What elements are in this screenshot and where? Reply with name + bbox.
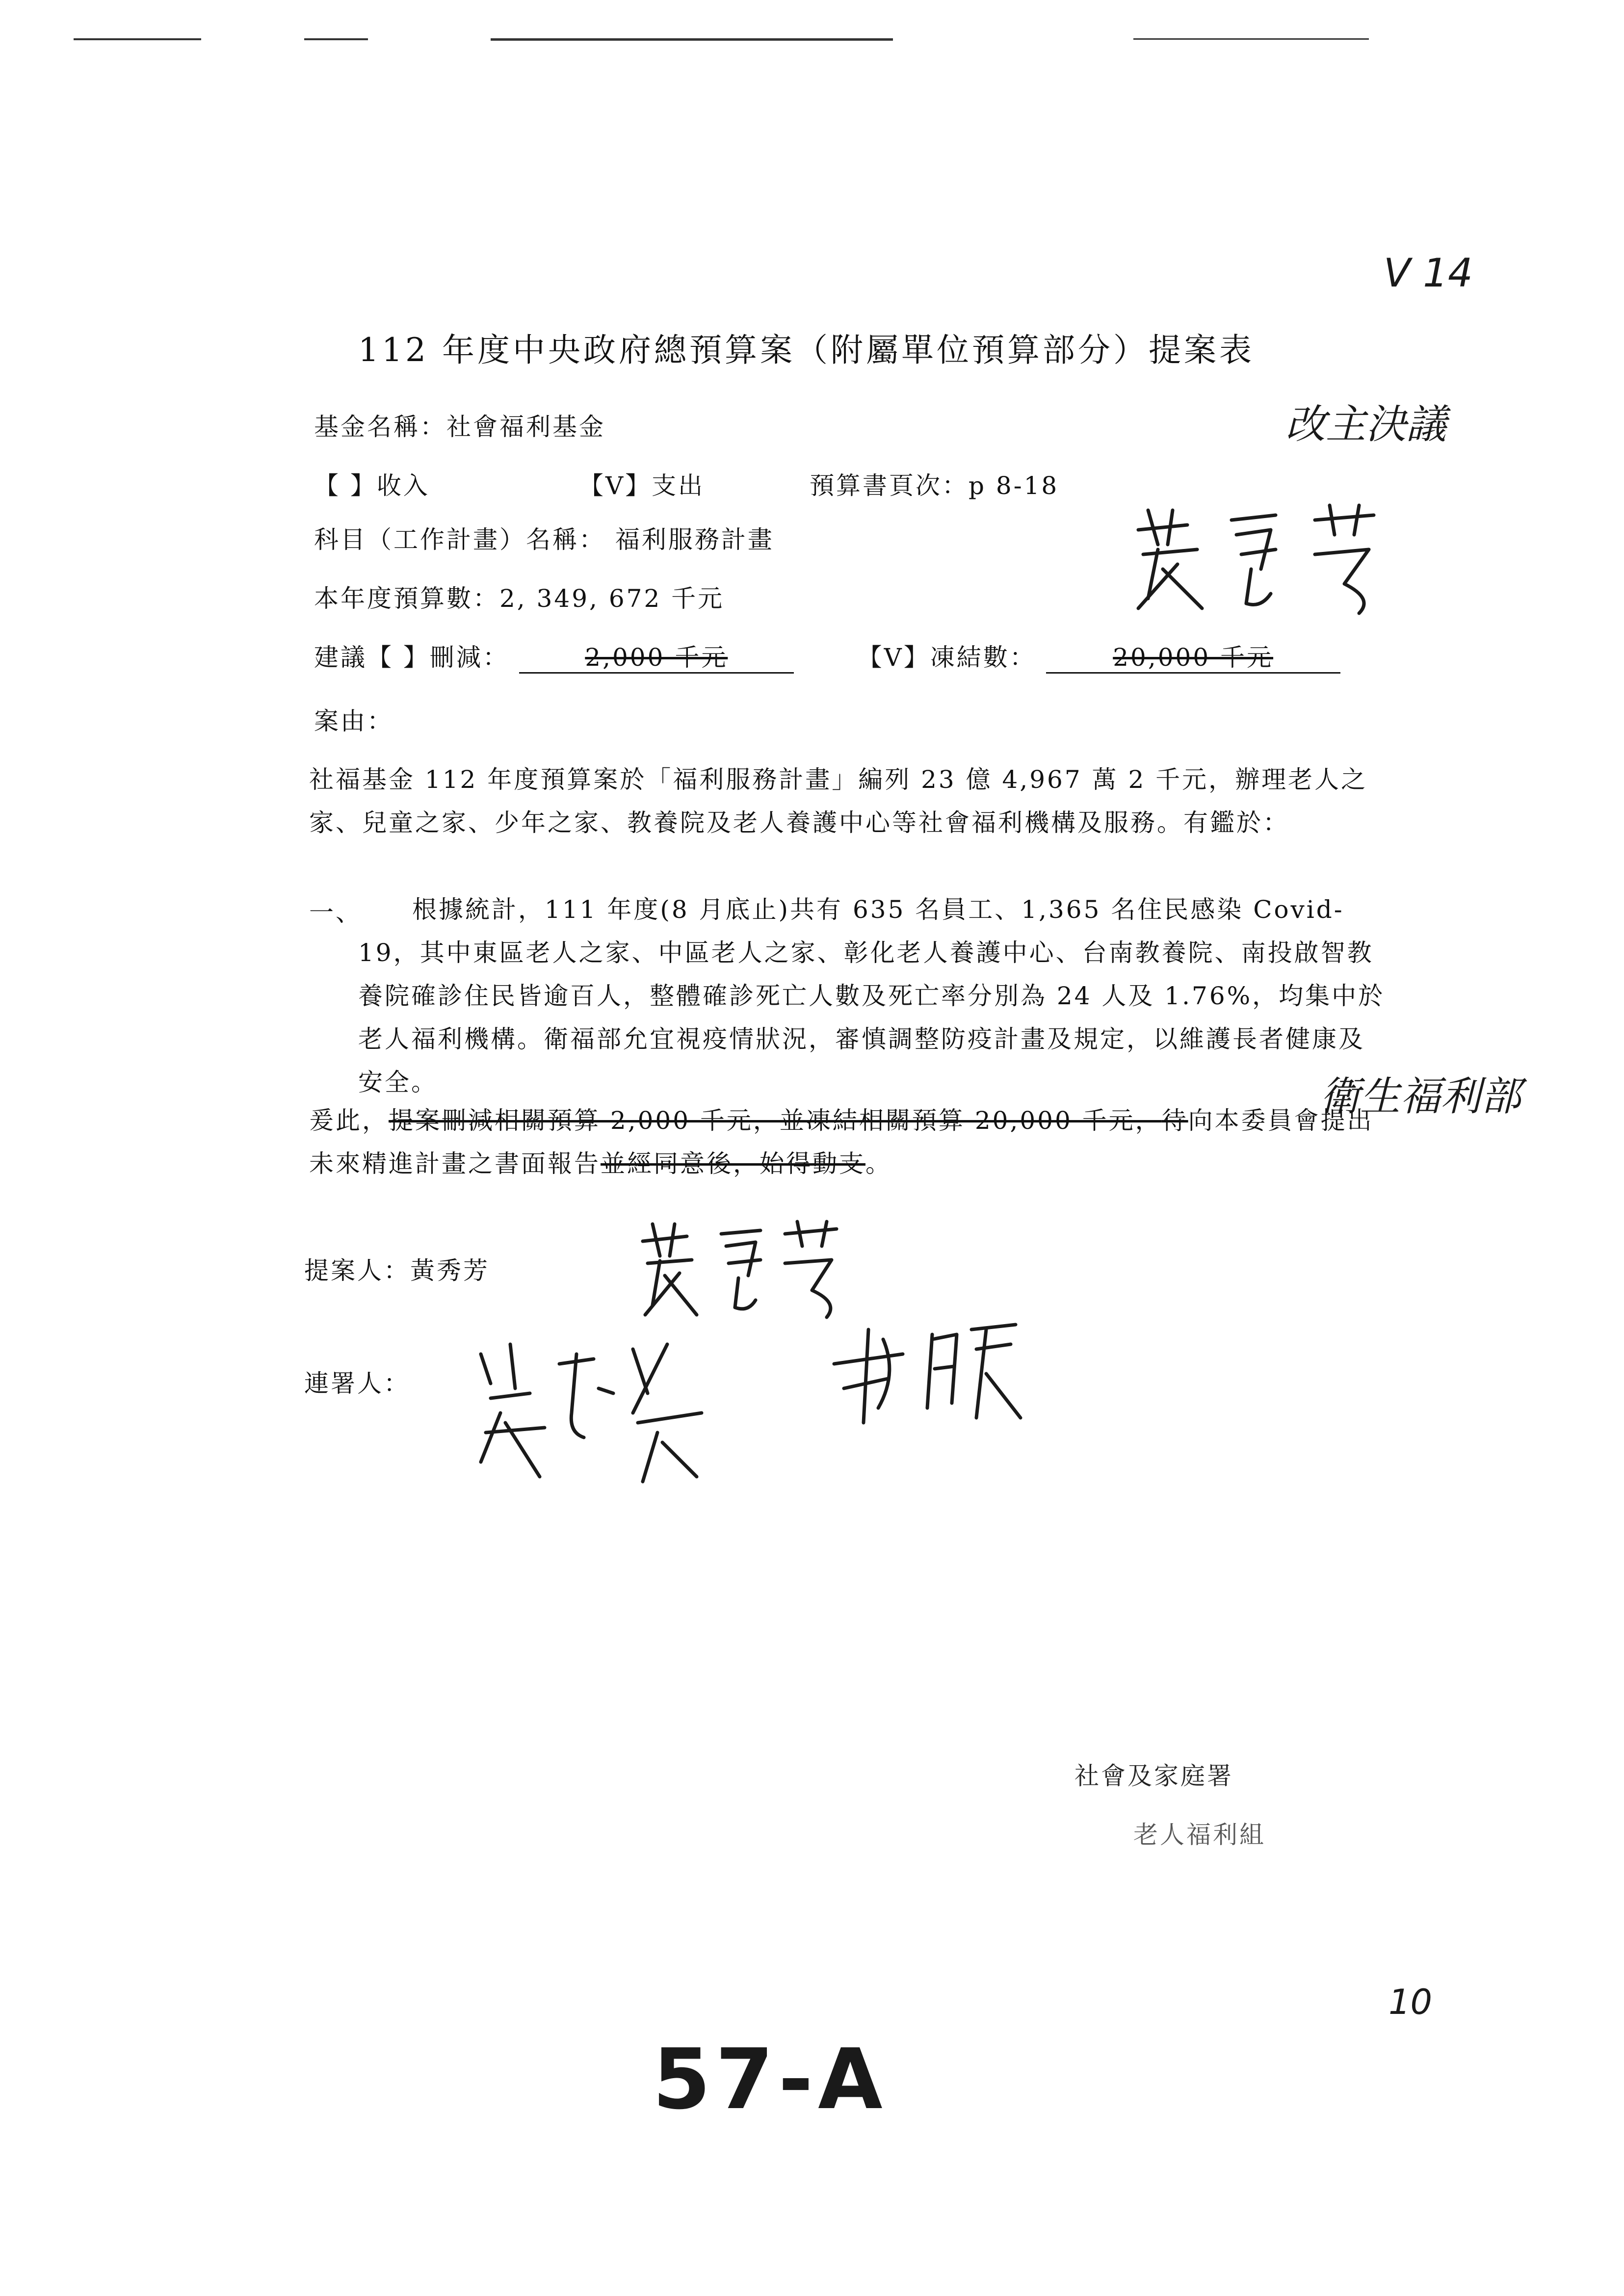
freeze-value: 20,000 千元	[1113, 643, 1274, 672]
conclusion-struck-1: 提案刪減相關預算 2,000 千元，並凍結相關預算 20,000 千元，	[389, 1106, 1162, 1135]
expense-option: 【V】支出	[579, 471, 705, 500]
cosigner-label: 連署人：	[304, 1369, 410, 1398]
income-option: 【 】收入	[314, 471, 430, 500]
item-one-marker: 一、	[309, 898, 362, 927]
conclusion-suffix: 。	[865, 1149, 892, 1178]
scan-artifact	[304, 38, 368, 40]
body-intro: 社福基金 112 年度預算案於「福利服務計畫」編列 23 億 4,967 萬 2 千元，辦理老人之家、兒童之家、少年之家、教養院及老人養護中心等社會福利機構及服務。有鑑於：	[309, 765, 1368, 837]
budget-amount: 本年度預算數：2, 349, 672 千元	[314, 584, 725, 613]
reduce-value: 2,000 千元	[585, 643, 728, 672]
page-number-hand: 10	[1388, 1982, 1433, 2022]
freeze-value-field	[1046, 643, 1340, 674]
proposer-signature-top	[1128, 500, 1384, 620]
handwritten-note-side: 衛生福利部	[1320, 1073, 1521, 1120]
cosigner-signature-1	[471, 1334, 707, 1493]
conclusion-struck-2: 待	[1161, 1106, 1188, 1135]
reduce-label: 建議【 】刪減：	[314, 643, 509, 672]
scan-artifact	[123, 38, 201, 40]
conclusion-middle: 向本委員會提出未來精進計畫之書面報告	[309, 1106, 1374, 1178]
reduce-value-field	[519, 643, 794, 674]
freeze-label: 【V】凍結數：	[857, 643, 1036, 672]
handwritten-note-top: 改主決議	[1285, 401, 1446, 448]
page-reference: 預算書頁次：p 8-18	[810, 471, 1059, 500]
doc-number-hand: 57-A	[653, 2031, 888, 2128]
scan-artifact	[1133, 38, 1369, 40]
fund-name: 基金名稱：社會福利基金	[314, 413, 605, 441]
cosigner-signature-2	[829, 1320, 1025, 1430]
stamp-line-2: 老人福利組	[1133, 1821, 1266, 1849]
proposer-signature	[638, 1217, 844, 1327]
item-name: 科目（工作計畫）名稱： 福利服務計畫	[314, 525, 774, 554]
scan-artifact	[491, 38, 893, 41]
conclusion-prefix: 爰此，	[309, 1106, 389, 1135]
conclusion-struck-3: 並經同意後，始得動支	[601, 1149, 865, 1178]
conclusion-paragraph	[309, 1099, 1388, 1185]
document-title: 112 年度中央政府總預算案（附屬單位預算部分）提案表	[358, 331, 1255, 369]
stamp-line-1: 社會及家庭署	[1074, 1762, 1233, 1790]
corner-mark: V 14	[1384, 250, 1473, 296]
proposal-line	[314, 643, 1340, 674]
reason-label: 案由：	[314, 707, 393, 735]
item-one-text: 根據統計，111 年度(8 月底止)共有 635 名員工、1,365 名住民感染 Covid-19，其中東區老人之家、中區老人之家、彰化老人養護中心、台南教養院、南投啟智教養院確診住民皆逾百人，整體確診死亡人數及死亡率分別為 24 人及 1.76%，均集中於老人福利機構。衛福部允宜視疫情狀況，審慎調整防疫計畫及規定，以維護長者健康及安全。	[358, 895, 1385, 1096]
proposer-label: 提案人：黃秀芳	[304, 1256, 490, 1285]
